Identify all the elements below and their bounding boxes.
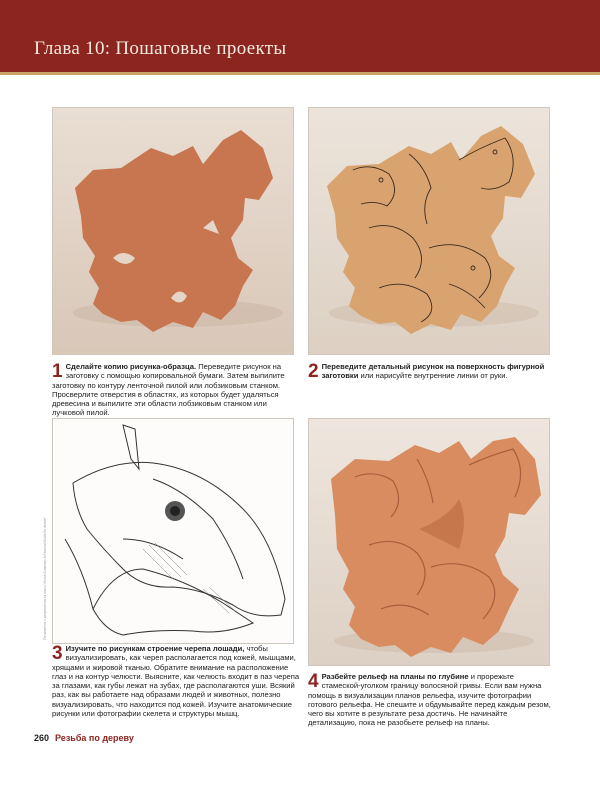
photo-step-4-relief [308, 418, 550, 666]
photo-step-2-pattern [308, 107, 550, 355]
step-4-number: 4 [308, 671, 319, 692]
image-credit: Печатается с разрешения из книги “Horse Anatomy: A Pictorial Guide for Artists” [43, 517, 47, 640]
step-3-text [52, 644, 300, 718]
step-2-number: 2 [308, 361, 319, 382]
step-1-number: 1 [52, 361, 63, 382]
step-4-body: и прорежьте стамеской-уголком границу волосяной гривы. Если вам нужна помощь в визуализации планов рельефа, изучите фотографии готового рельефа. Не спешите и обдумывайте перед каждым резом, чего вы хотите в результате реза достичь. Не начинайте детализацию, пока не разобьете рельеф на планы. [308, 672, 551, 728]
step-1-heading: Сделайте копию рисунка-образца. [65, 362, 197, 371]
step-3-heading: Изучите по рисункам строение черепа лошади, [65, 644, 245, 653]
book-title: Резьба по дереву [55, 733, 134, 743]
step-4-heading: Разбейте рельеф на планы по глубине [321, 672, 469, 681]
step-2-text [308, 362, 548, 381]
chapter-title: Глава 10: Пошаговые проекты [34, 38, 287, 59]
step-3-number: 3 [52, 643, 63, 664]
page-number: 260 [34, 733, 50, 743]
photo-step-1-blank [52, 107, 294, 355]
step-3-body: чтобы визуализировать, как череп располагается под кожей, мышцами, хрящами и жировой тканью. Обратите внимание на расположение глаз и на контур челюсти. Выясните, как челюсть входит в паз черепа за глазами, как губы лежат на зубах, где располагаются уши. Всякий раз, как вы работаете над образами людей и животных, полезно визуализировать, что находится под кожей. Изучите анатомические рисунки или фотографии скелета и структуры мышц. [52, 644, 300, 719]
step-4-text [308, 672, 552, 728]
header-divider [0, 72, 600, 75]
step-2-heading: Переведите детальный рисунок на поверхность фигурной заготовки [321, 362, 545, 381]
step-1-text [52, 362, 292, 418]
drawing-step-3-skull [52, 418, 294, 644]
step-1-body: Переведите рисунок на заготовку с помощью копировальной бумаги. Затем выпилите заготовку по контуру ленточной пилой или лобзиковым станком. Просверлите отверстия в областях, из которых будет удаляться древесина и выпилите эти области лобзиковым станком или лучковой пилой. [52, 362, 285, 418]
step-2-body: или нарисуйте внутренние линии от руки. [358, 371, 508, 381]
chapter-header [0, 0, 600, 72]
page-footer [34, 733, 134, 743]
